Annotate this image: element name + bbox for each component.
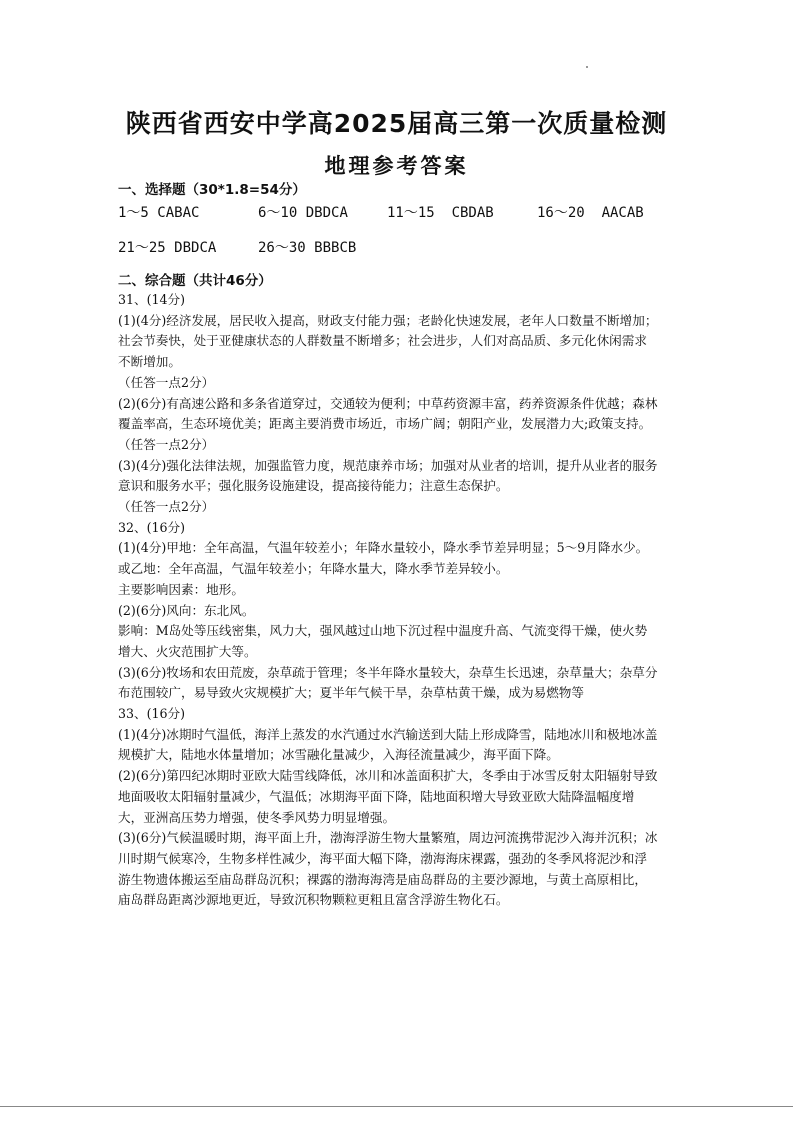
body-line: (3)(6分)气候温暖时期，海平面上升，渤海浮游生物大量繁殖，周边河流携带泥沙入海并沉积；冰川时期气候寒冷，生物多样性减少，海平面大幅下降，渤海海床裸露，强劲的冬季风将泥沙和浮游生物遗体搬运至庙岛群岛沉积；裸露的渤海海湾是庙岛群岛的主要沙源地，与黄土高原相比，庙岛群岛距离沙源地更近，导致沉积物颗粒更粗且富含浮游生物化石。 (118, 830, 658, 908)
answer-group (258, 202, 348, 222)
body-line: 影响：M岛处等压线密集，风力大，强风越过山地下沉过程中温度升高、气流变得干燥，使火势增大、火灾范围扩大等。 (118, 623, 648, 659)
body-line: (2)(6分)风向：东北风。 (118, 602, 255, 618)
section-2-heading: 二、综合题（共计46分） (118, 273, 272, 289)
body-line: 32、(16分) (118, 519, 186, 535)
answer-letters: DBDCA (174, 240, 217, 256)
body-line: （任答一点2分） (118, 374, 215, 390)
answer-letters: BBBCB (314, 240, 357, 256)
answer-range: 26～30 (258, 240, 306, 256)
section-2-body (118, 290, 658, 911)
answer-group (118, 237, 216, 257)
answer-letters: DBDCA (305, 205, 348, 221)
body-line: (2)(6分)有高速公路和多条省道穿过，交通较为便利；中草药资源丰富，药养资源条件优越；森林覆盖率高，生态环境优美；距离主要消费市场近，市场广阔；朝阳产业，发展潜力大;政策支持。 (118, 395, 658, 432)
scan-speck (586, 66, 588, 68)
body-line: 31、(14分) (118, 292, 186, 307)
answer-letters: AACAB (601, 205, 644, 221)
answer-range: 1～5 (118, 205, 149, 221)
body-line: （任答一点2分） (118, 436, 215, 452)
page-bottom-rule (0, 1106, 793, 1107)
body-line: (3)(4分)强化法律法规，加强监管力度，规范康养市场；加强对从业者的培训，提升从业者的服务意识和服务水平；强化服务设施建设，提高接待能力；注意生态保护。 (118, 457, 658, 494)
answer-group (537, 202, 644, 222)
document-title: 陕西省西安中学高2025届高三第一次质量检测 (125, 109, 668, 138)
section-1-heading: 一、选择题（30*1.8=54分） (118, 182, 306, 198)
answer-range: 21～25 (118, 240, 166, 256)
body-line: （任答一点2分） (118, 499, 215, 515)
answer-range: 11～15 (387, 205, 435, 221)
body-line: 主要影响因素：地形。 (118, 581, 244, 597)
answer-range: 6～10 (258, 205, 298, 221)
body-line: (2)(6分)第四纪冰期时亚欧大陆雪线降低，冰川和冰盖面积扩大，冬季由于冰雪反射太阳辐射导致地面吸收太阳辐射量减少，气温低；冰期海平面下降，陆地面积增大导致亚欧大陆降温幅度增大，亚洲高压势力增强，使冬季风势力明显增强。 (118, 768, 658, 825)
answer-group (387, 202, 494, 222)
body-line: 33、(16分) (118, 706, 186, 722)
answer-group (118, 202, 199, 222)
body-line: (1)(4分)经济发展，居民收入提高，财政支付能力强；老龄化快速发展，老年人口数量不断增加；社会节奏快，处于亚健康状态的人群数量不断增多；社会进步，人们对高品质、多元化休闲需求不断增加。 (118, 312, 658, 370)
body-line: (1)(4分)冰期时气温低，海洋上蒸发的水汽通过水汽输送到大陆上形成降雪，陆地冰川和极地冰盖规模扩大，陆地水体量增加；冰雪融化量减少，入海径流量减少，海平面下降。 (118, 726, 658, 763)
document-subtitle: 地理参考答案 (324, 154, 469, 178)
answer-range: 16～20 (537, 205, 585, 221)
body-line: (1)(4分)甲地：全年高温，气温年较差小；年降水量较小，降水季节差异明显；5～9月降水少。 (118, 540, 649, 556)
body-line: 或乙地：全年高温，气温年较差小；年降水量大，降水季节差异较小。 (118, 561, 509, 577)
answer-letters: CABAC (157, 205, 200, 221)
body-line: (3)(6分)牧场和农田荒废，杂草疏于管理；冬半年降水量较大，杂草生长迅速，杂草量大；杂草分布范围较广，易导致火灾规模扩大；夏半年气候干旱，杂草枯黄干燥，成为易燃物等 (118, 664, 658, 701)
answer-letters: CBDAB (451, 205, 494, 221)
answer-group (258, 237, 356, 257)
